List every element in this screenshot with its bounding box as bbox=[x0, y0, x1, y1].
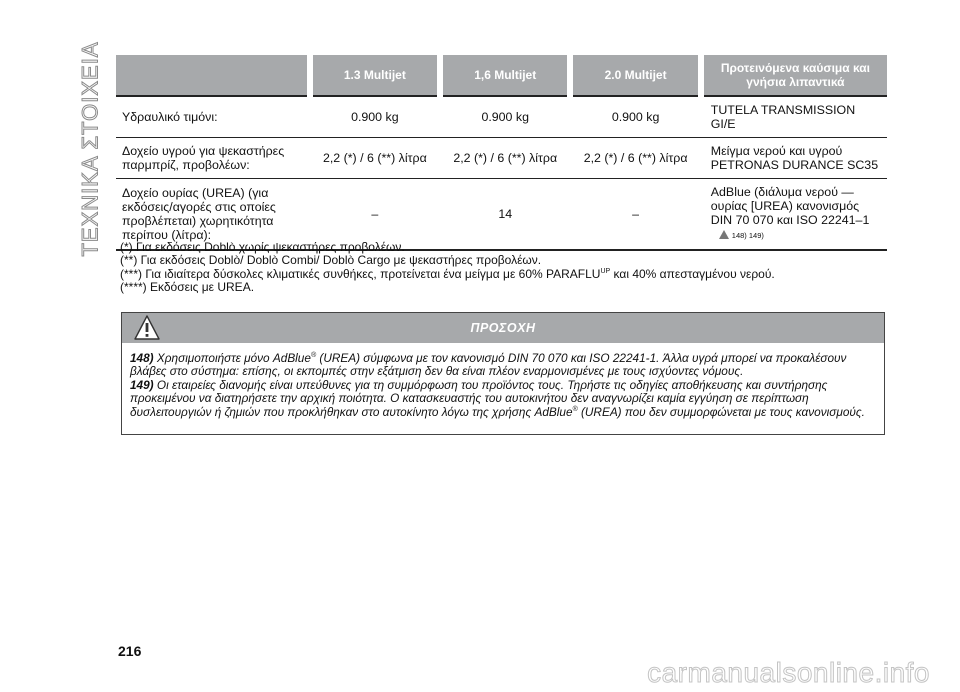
note-text: (UREA) σύμφωνα με τον κανονισμό DIN 70 070 και ISO 22241-1. Άλλα υγρά μπορεί να προκαλέσουν βλάβες στο σύστημα: επίσης, οι εκπομπές στην εξάτμιση δεν θα είναι πλέον εναρμονισμένες με τους ισχύοντες νόμους. bbox=[130, 350, 847, 378]
section-title bbox=[76, 41, 106, 257]
header-empty bbox=[116, 55, 310, 96]
row-label: Δοχείο ουρίας (UREA) (για εκδόσεις/αγορές στις οποίες προβλέπεται) χωρητικότητα περίπου (λίτρα): bbox=[116, 179, 310, 251]
registered-mark: ® bbox=[310, 352, 317, 359]
registered-mark: ® bbox=[572, 406, 578, 414]
footnote: (*) Για εκδόσεις Doblò χωρίς ψεκαστήρες προβολέων. bbox=[120, 240, 405, 254]
warning-triangle-icon bbox=[719, 230, 729, 239]
watermark: carmanualsonline.info bbox=[647, 657, 930, 688]
note-text: (UREA) που δεν συμμορφώνεται με τους κανονισμούς. bbox=[577, 405, 865, 420]
cell-value: 2,2 (*) / 6 (**) λίτρα bbox=[570, 138, 700, 179]
specifications-table bbox=[116, 55, 887, 251]
cell-recommended: Μείγμα νερού και υγρού PETRONAS DURANCE SC35 bbox=[701, 138, 887, 179]
cell-value: 0.900 kg bbox=[570, 96, 700, 138]
cell-recommended: TUTELA TRANSMISSION GI/E bbox=[701, 96, 887, 138]
attention-box bbox=[121, 312, 885, 435]
note-text: Χρησιμοποιήστε μόνο AdBlue bbox=[153, 350, 311, 365]
warning-icon bbox=[134, 315, 160, 341]
cell-value: 2,2 (*) / 6 (**) λίτρα bbox=[310, 138, 440, 179]
attention-paragraph-148 bbox=[130, 350, 876, 377]
header-1-6-multijet: 1,6 Multijet bbox=[440, 55, 570, 96]
header-recommended: Προτεινόμενα καύσιμα και γνήσια λιπαντικά bbox=[701, 55, 887, 96]
cell-value: 2,2 (*) / 6 (**) λίτρα bbox=[440, 138, 570, 179]
footnote-superscript: UP bbox=[600, 268, 611, 275]
header-2-0-multijet: 2.0 Multijet bbox=[570, 55, 700, 96]
row-label: Δοχείο υγρού για ψεκαστήρες παρμπρίζ, προβολέων: bbox=[116, 138, 310, 179]
warning-ref bbox=[711, 227, 764, 241]
attention-header bbox=[122, 313, 884, 343]
table-row bbox=[116, 138, 887, 179]
attention-paragraph-149 bbox=[130, 379, 876, 419]
cell-value: 0.900 kg bbox=[440, 96, 570, 138]
footnotes bbox=[120, 241, 880, 293]
footnote-text: (***) Για ιδιαίτερα δύσκολες κλιματικές συνθήκες, προτείνεται ένα μείγμα με 60% PARAFLU bbox=[120, 267, 601, 281]
warning-ref-numbers: 148) 149) bbox=[731, 231, 764, 240]
table-header-row bbox=[116, 55, 887, 96]
table-row bbox=[116, 96, 887, 138]
recommended-text: AdBlue (διάλυμα νερού — ουρίας [UREA) κανονισμός DIN 70 070 και ISO 22241–1 bbox=[710, 185, 870, 227]
cell-value: 0.900 kg bbox=[310, 96, 440, 138]
footnote: (****) Εκδόσεις με UREA. bbox=[120, 279, 255, 294]
cell-value: 14 bbox=[440, 179, 570, 251]
note-number: 148) bbox=[130, 350, 154, 365]
cell-value: – bbox=[570, 179, 700, 251]
footnote bbox=[120, 266, 880, 281]
cell-value: – bbox=[310, 179, 440, 251]
note-text: Οι εταιρείες διανομής είναι υπεύθυνες για τη συμμόρφωση του προϊόντος τους. Τηρήστε τις οδηγίες αποθήκευσης και συντήρησης προκειμένου να διατηρήσετε την αρχική ποιότητα. Ο κατασκευαστής του αυτοκινήτου δεν αναγνωρίζει καμία εγγύηση σε περίπτωση δυσλειτουργιών ή ζημιών που προκλήθηκαν στο αυτοκίνητο λόγω της χρήσης AdBlue bbox=[130, 378, 828, 420]
note-number: 149) bbox=[130, 378, 154, 393]
row-label: Υδραυλικό τιμόνι: bbox=[116, 96, 310, 138]
section-title-text: ΤΕΧΝΙΚΑ ΣΤΟΙΧΕΙΑ bbox=[78, 41, 103, 257]
attention-title: ΠΡΟΣΟΧΗ bbox=[470, 321, 536, 335]
header-1-3-multijet: 1.3 Multijet bbox=[310, 55, 440, 96]
attention-body bbox=[122, 343, 884, 419]
page-number: 216 bbox=[118, 643, 142, 659]
footnote-text: και 40% απεσταγμένου νερού. bbox=[610, 267, 775, 281]
footnote: (**) Για εκδόσεις Doblò/ Doblò Combi/ Doblò Cargo με ψεκαστήρες προβολέων. bbox=[120, 252, 542, 267]
cell-recommended bbox=[701, 179, 887, 251]
